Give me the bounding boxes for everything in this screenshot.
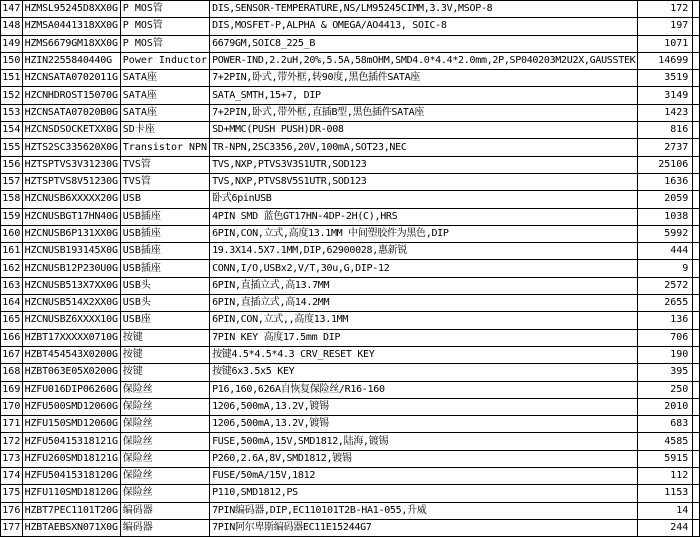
row-number-cell[interactable]: 152 [1, 87, 23, 104]
part-code-cell[interactable]: HZCNUSB513X7XX0G [22, 277, 120, 294]
row-number-cell[interactable]: 150 [1, 52, 23, 69]
part-code-cell[interactable]: HZBT17XXXXX0710G [22, 329, 120, 346]
quantity-cell[interactable]: 3149 [638, 87, 693, 104]
part-code-cell[interactable]: HZCNUSB514X2XX0G [22, 295, 120, 312]
empty-cell[interactable] [693, 468, 700, 485]
empty-cell[interactable] [693, 260, 700, 277]
part-code-cell[interactable]: HZBT7PEC1101T20G [22, 502, 120, 519]
part-code-cell[interactable]: HZIN2255840440G [22, 52, 120, 69]
specification-cell[interactable]: 7+2PIN,卧式,带外框,直插B型,黑色插件SATA座 [210, 104, 638, 121]
row-number-cell[interactable]: 173 [1, 450, 23, 467]
quantity-cell[interactable]: 4585 [638, 433, 693, 450]
specification-cell[interactable]: 6PIN,直插立式,高14.2MM [210, 295, 638, 312]
part-code-cell[interactable]: HZFU50415318120G [22, 468, 120, 485]
part-code-cell[interactable]: HZFU50415318121G [22, 433, 120, 450]
table-row [1, 173, 700, 190]
row-number-cell[interactable]: 156 [1, 156, 23, 173]
quantity-cell[interactable]: 2655 [638, 295, 693, 312]
row-number-cell[interactable]: 163 [1, 277, 23, 294]
table-row [1, 295, 700, 312]
part-code-cell[interactable]: HZTS2SC335620X0G [22, 139, 120, 156]
row-number-cell[interactable]: 151 [1, 70, 23, 87]
quantity-cell[interactable]: 2572 [638, 277, 693, 294]
specification-cell[interactable]: POWER-IND,2.2uH,20%,5.5A,58mOHM,SMD4.0*4.4*2.0mm,2P,SP040203M2U2X,GAUSSTEK [210, 52, 638, 69]
table-row [1, 485, 700, 502]
table-row [1, 312, 700, 329]
row-number-cell[interactable]: 161 [1, 243, 23, 260]
part-code-cell[interactable]: HZBTAEBSXN071X0G [22, 519, 120, 536]
table-row [1, 260, 700, 277]
empty-cell[interactable] [693, 208, 700, 225]
empty-cell[interactable] [693, 433, 700, 450]
part-type-cell[interactable]: SATA座 [120, 70, 209, 87]
table-row [1, 87, 700, 104]
row-number-cell[interactable]: 164 [1, 295, 23, 312]
empty-cell[interactable] [693, 329, 700, 346]
specification-cell[interactable]: 按键6x3.5x5 KEY [210, 364, 638, 381]
table-row [1, 416, 700, 433]
specification-cell[interactable]: SD+MMC(PUSH PUSH)DR-008 [210, 122, 638, 139]
table-row [1, 18, 700, 35]
quantity-cell[interactable]: 395 [638, 364, 693, 381]
empty-cell[interactable] [693, 381, 700, 398]
part-type-cell[interactable]: USB插座 [120, 243, 209, 260]
quantity-cell[interactable]: 112 [638, 468, 693, 485]
quantity-cell[interactable]: 706 [638, 329, 693, 346]
table-row [1, 329, 700, 346]
part-type-cell[interactable]: SATA座 [120, 104, 209, 121]
empty-cell[interactable] [693, 156, 700, 173]
empty-cell[interactable] [693, 52, 700, 69]
part-code-cell[interactable]: HZMSL95245D8XX0G [22, 1, 120, 18]
part-code-cell[interactable]: HZCNHDROST15070G [22, 87, 120, 104]
empty-cell[interactable] [693, 416, 700, 433]
row-number-cell[interactable]: 158 [1, 191, 23, 208]
specification-cell[interactable]: P110,SMD1812,PS [210, 485, 638, 502]
specification-cell[interactable]: P260,2.6A,8V,SMD1812,镀锡 [210, 450, 638, 467]
part-type-cell[interactable]: 按键 [120, 364, 209, 381]
part-type-cell[interactable]: Transistor NPN [120, 139, 209, 156]
table-row [1, 52, 700, 69]
part-type-cell[interactable]: USB插座 [120, 208, 209, 225]
part-code-cell[interactable]: HZTSPTVS3V31230G [22, 156, 120, 173]
row-number-cell[interactable]: 155 [1, 139, 23, 156]
part-type-cell[interactable]: P MOS管 [120, 18, 209, 35]
empty-cell[interactable] [693, 485, 700, 502]
part-code-cell[interactable]: HZCNUSB6XXXXX20G [22, 191, 120, 208]
table-row [1, 346, 700, 363]
part-type-cell[interactable]: 编码器 [120, 502, 209, 519]
empty-cell[interactable] [693, 312, 700, 329]
row-number-cell[interactable]: 160 [1, 225, 23, 242]
table-row [1, 139, 700, 156]
part-code-cell[interactable]: HZCNUSB6P131XX0G [22, 225, 120, 242]
quantity-cell[interactable]: 190 [638, 346, 693, 363]
part-code-cell[interactable]: HZCNUSBGT17HN40G [22, 208, 120, 225]
empty-cell[interactable] [693, 191, 700, 208]
specification-cell[interactable]: SATA_SMTH,15+7, DIP [210, 87, 638, 104]
specification-cell[interactable]: 6PIN,CON,立式,高度13.1MM 中间塑胶件为黑色,DIP [210, 225, 638, 242]
specification-cell[interactable]: 19.3X14.5X7.1MM,DIP,62900028,惠新锐 [210, 243, 638, 260]
row-number-cell[interactable]: 172 [1, 433, 23, 450]
empty-cell[interactable] [693, 1, 700, 18]
specification-cell[interactable]: 按键4.5*4.5*4.3 CRV_RESET KEY [210, 346, 638, 363]
quantity-cell[interactable]: 683 [638, 416, 693, 433]
part-type-cell[interactable]: 保险丝 [120, 381, 209, 398]
quantity-cell[interactable]: 197 [638, 18, 693, 35]
specification-cell[interactable]: FUSE/50mA/15V,1812 [210, 468, 638, 485]
row-number-cell[interactable]: 149 [1, 35, 23, 52]
part-code-cell[interactable]: HZFU500SMD12060G [22, 398, 120, 415]
part-type-cell[interactable]: 保险丝 [120, 485, 209, 502]
part-code-cell[interactable]: HZCNUSB193145X0G [22, 243, 120, 260]
empty-cell[interactable] [693, 35, 700, 52]
table-row [1, 156, 700, 173]
quantity-cell[interactable]: 816 [638, 122, 693, 139]
specification-cell[interactable]: DIS,SENSOR-TEMPERATURE,NS/LM95245CIMM,3.3V,MSOP-8 [210, 1, 638, 18]
empty-cell[interactable] [693, 139, 700, 156]
part-type-cell[interactable]: P MOS管 [120, 1, 209, 18]
specification-cell[interactable]: 卧式6pinUSB [210, 191, 638, 208]
quantity-cell[interactable]: 3519 [638, 70, 693, 87]
table-row [1, 208, 700, 225]
row-number-cell[interactable]: 169 [1, 381, 23, 398]
row-number-cell[interactable]: 159 [1, 208, 23, 225]
part-type-cell[interactable]: 保险丝 [120, 416, 209, 433]
part-type-cell[interactable]: 编码器 [120, 519, 209, 536]
table-row [1, 450, 700, 467]
table-row [1, 225, 700, 242]
row-number-cell[interactable]: 174 [1, 468, 23, 485]
empty-cell[interactable] [693, 173, 700, 190]
quantity-cell[interactable]: 444 [638, 243, 693, 260]
specification-cell[interactable]: 7PIN编码器,DIP,EC110101T2B-HA1-055,升威 [210, 502, 638, 519]
row-number-cell[interactable]: 171 [1, 416, 23, 433]
quantity-cell[interactable]: 1038 [638, 208, 693, 225]
table-row [1, 398, 700, 415]
quantity-cell[interactable]: 172 [638, 1, 693, 18]
quantity-cell[interactable]: 1071 [638, 35, 693, 52]
row-number-cell[interactable]: 147 [1, 1, 23, 18]
specification-cell[interactable]: P16,160,626A自恢复保险丝/R16-160 [210, 381, 638, 398]
quantity-cell[interactable]: 1423 [638, 104, 693, 121]
part-type-cell[interactable]: 保险丝 [120, 398, 209, 415]
empty-cell[interactable] [693, 519, 700, 536]
table-row [1, 519, 700, 536]
part-code-cell[interactable]: HZFU150SMD12060G [22, 416, 120, 433]
row-number-cell[interactable]: 157 [1, 173, 23, 190]
quantity-cell[interactable]: 1153 [638, 485, 693, 502]
specification-cell[interactable]: 6PIN,CON,立式,,高度13.1MM [210, 312, 638, 329]
empty-cell[interactable] [693, 87, 700, 104]
row-number-cell[interactable]: 170 [1, 398, 23, 415]
quantity-cell[interactable]: 25106 [638, 156, 693, 173]
specification-cell[interactable]: FUSE,500mA,15V,SMD1812,陆海,镀锡 [210, 433, 638, 450]
table-row [1, 381, 700, 398]
part-type-cell[interactable]: TVS管 [120, 156, 209, 173]
row-number-cell[interactable]: 177 [1, 519, 23, 536]
part-type-cell[interactable]: TVS管 [120, 173, 209, 190]
part-code-cell[interactable]: HZBT454543X0200G [22, 346, 120, 363]
part-type-cell[interactable]: 按键 [120, 346, 209, 363]
part-code-cell[interactable]: HZMSA0441318XX0G [22, 18, 120, 35]
part-type-cell[interactable]: 保险丝 [120, 450, 209, 467]
specification-cell[interactable]: TVS,NXP,PTVS8V5S1UTR,SOD123 [210, 173, 638, 190]
part-code-cell[interactable]: HZFU260SMD18121G [22, 450, 120, 467]
empty-cell[interactable] [693, 502, 700, 519]
row-number-cell[interactable]: 154 [1, 122, 23, 139]
empty-cell[interactable] [693, 364, 700, 381]
part-code-cell[interactable]: HZMS6679GM18XX0G [22, 35, 120, 52]
table-row [1, 122, 700, 139]
part-type-cell[interactable]: USB座 [120, 312, 209, 329]
specification-cell[interactable]: DIS,MOSFET-P,ALPHA & OMEGA/AO4413, SOIC-8 [210, 18, 638, 35]
quantity-cell[interactable]: 2737 [638, 139, 693, 156]
part-code-cell[interactable]: HZCNSATA07020B0G [22, 104, 120, 121]
part-code-cell[interactable]: HZFU110SMD18120G [22, 485, 120, 502]
quantity-cell[interactable]: 14699 [638, 52, 693, 69]
part-type-cell[interactable]: P MOS管 [120, 35, 209, 52]
specification-cell[interactable]: 7PIN阿尔卑斯编码器EC11E15244G7 [210, 519, 638, 536]
part-code-cell[interactable]: HZCNUSB12P230U0G [22, 260, 120, 277]
empty-cell[interactable] [693, 243, 700, 260]
quantity-cell[interactable]: 250 [638, 381, 693, 398]
quantity-cell[interactable]: 2059 [638, 191, 693, 208]
specification-cell[interactable]: 7+2PIN,卧式,带外框,转90度,黑色插件SATA座 [210, 70, 638, 87]
specification-cell[interactable]: CONN,I/O,USBx2,V/T,30u,G,DIP-12 [210, 260, 638, 277]
table-row [1, 277, 700, 294]
table-row [1, 243, 700, 260]
table-row [1, 364, 700, 381]
quantity-cell[interactable]: 9 [638, 260, 693, 277]
specification-cell[interactable]: 1206,500mA,13.2V,镀锡 [210, 398, 638, 415]
quantity-cell[interactable]: 136 [638, 312, 693, 329]
empty-cell[interactable] [693, 346, 700, 363]
part-code-cell[interactable]: HZBT063E05X0200G [22, 364, 120, 381]
table-row [1, 468, 700, 485]
table-row [1, 35, 700, 52]
row-number-cell[interactable]: 166 [1, 329, 23, 346]
empty-cell[interactable] [693, 295, 700, 312]
row-number-cell[interactable]: 148 [1, 18, 23, 35]
specification-cell[interactable]: 6PIN,直插立式,高13.7MM [210, 277, 638, 294]
empty-cell[interactable] [693, 18, 700, 35]
part-type-cell[interactable]: SATA座 [120, 87, 209, 104]
part-type-cell[interactable]: USB头 [120, 295, 209, 312]
empty-cell[interactable] [693, 122, 700, 139]
specification-cell[interactable]: 1206,500mA,13.2V,镀锡 [210, 416, 638, 433]
quantity-cell[interactable]: 244 [638, 519, 693, 536]
specification-cell[interactable]: 7PIN KEY 高度17.5mm DIP [210, 329, 638, 346]
row-number-cell[interactable]: 176 [1, 502, 23, 519]
quantity-cell[interactable]: 5992 [638, 225, 693, 242]
empty-cell[interactable] [693, 450, 700, 467]
quantity-cell[interactable]: 5915 [638, 450, 693, 467]
part-code-cell[interactable]: HZCNSDSOCKETXX0G [22, 122, 120, 139]
specification-cell[interactable]: TR-NPN,2SC3356,20V,100mA,SOT23,NEC [210, 139, 638, 156]
row-number-cell[interactable]: 165 [1, 312, 23, 329]
part-type-cell[interactable]: USB插座 [120, 225, 209, 242]
specification-cell[interactable]: 6679GM,SOIC8_225_B [210, 35, 638, 52]
part-type-cell[interactable]: 保险丝 [120, 468, 209, 485]
quantity-cell[interactable]: 2010 [638, 398, 693, 415]
part-type-cell[interactable]: USB [120, 191, 209, 208]
part-code-cell[interactable]: HZCNUSBZ6XXXX10G [22, 312, 120, 329]
part-type-cell[interactable]: 保险丝 [120, 433, 209, 450]
row-number-cell[interactable]: 162 [1, 260, 23, 277]
empty-cell[interactable] [693, 277, 700, 294]
row-number-cell[interactable]: 175 [1, 485, 23, 502]
part-code-cell[interactable]: HZCNSATA0702011G [22, 70, 120, 87]
part-code-cell[interactable]: HZFU016DIP06260G [22, 381, 120, 398]
row-number-cell[interactable]: 167 [1, 346, 23, 363]
specification-cell[interactable]: 4PIN SMD 蓝色GT17HN-4DP-2H(C),HRS [210, 208, 638, 225]
empty-cell[interactable] [693, 70, 700, 87]
table-row [1, 191, 700, 208]
empty-cell[interactable] [693, 225, 700, 242]
table-row [1, 502, 700, 519]
quantity-cell[interactable]: 1636 [638, 173, 693, 190]
table-row [1, 104, 700, 121]
table-row [1, 433, 700, 450]
part-type-cell[interactable]: USB头 [120, 277, 209, 294]
part-type-cell[interactable]: SD卡座 [120, 122, 209, 139]
row-number-cell[interactable]: 153 [1, 104, 23, 121]
part-code-cell[interactable]: HZTSPTVS8V51230G [22, 173, 120, 190]
empty-cell[interactable] [693, 104, 700, 121]
table-row [1, 1, 700, 18]
empty-cell[interactable] [693, 398, 700, 415]
row-number-cell[interactable]: 168 [1, 364, 23, 381]
part-type-cell[interactable]: USB插座 [120, 260, 209, 277]
specification-cell[interactable]: TVS,NXP,PTVS3V3S1UTR,SOD123 [210, 156, 638, 173]
part-type-cell[interactable]: 按键 [120, 329, 209, 346]
quantity-cell[interactable]: 14 [638, 502, 693, 519]
part-type-cell[interactable]: Power Inductor [120, 52, 209, 69]
table-row [1, 70, 700, 87]
